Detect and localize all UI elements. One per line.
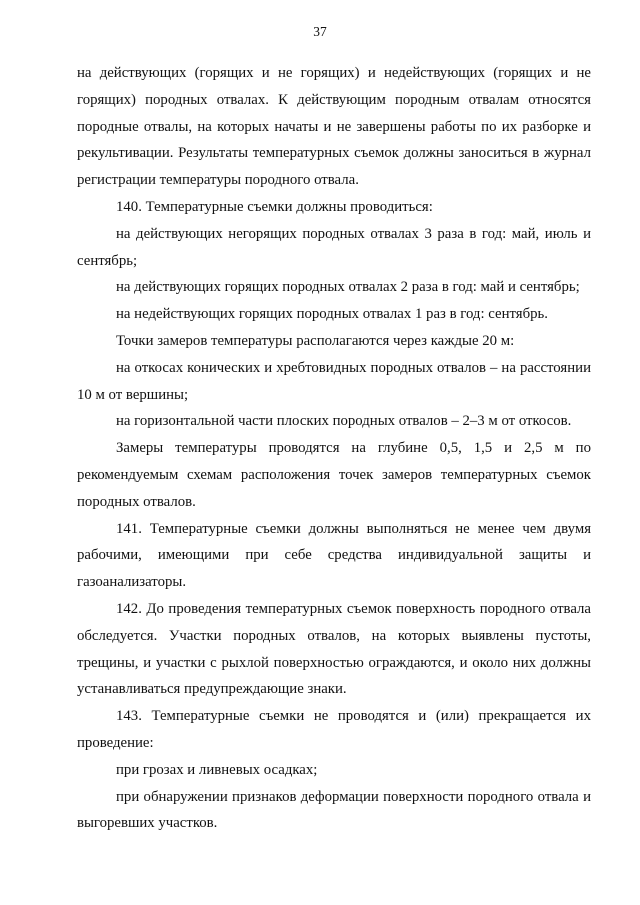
page-number: 37 — [313, 24, 327, 39]
paragraph-horizontal-part: на горизонтальной части плоских породных отвалов – 2–3 м от откосов. — [116, 413, 572, 430]
paragraph-item-141: 141. Температурные съемки должны выполняться не менее чем двумя рабочими, имеющими при себе средства индивидуальной защиты и газоанализаторы. — [77, 520, 591, 591]
paragraph-measurement-points: Точки замеров температуры располагаются через каждые 20 м: — [116, 332, 515, 349]
paragraph-storms: при грозах и ливневых осадках; — [116, 761, 318, 778]
paragraph-continuation: на действующих (горящих и не горящих) и недействующих (горящих и не горящих) породных отвалах. К действующим породным отвалам относятся породные отвалы, на которых начаты и не завершены работы по их разборке и рекультивации. Результаты температурных съемок должны заноситься в журнал регистрации температуры породного отвала. — [77, 65, 591, 189]
paragraph-active-burning: на действующих горящих породных отвалах 2 раза в год: май и сентябрь; — [116, 279, 580, 296]
paragraph-measurement-depth: Замеры температуры проводятся на глубине 0,5, 1,5 и 2,5 м по рекомендуемым схемам расположения точек замеров температурных съемок породных отвалов. — [77, 440, 591, 510]
paragraph-deformation: при обнаружении признаков деформации поверхности породного отвала и выгоревших участков. — [77, 788, 591, 832]
paragraph-slopes: на откосах конических и хребтовидных породных отвалов – на расстоянии 10 м от вершины; — [77, 359, 591, 403]
paragraph-inactive-burning: на недействующих горящих породных отвалах 1 раз в год: сентябрь. — [116, 306, 548, 323]
paragraph-item-142: 142. До проведения температурных съемок поверхность породного отвала обследуется. Участки породных отвалов, на которых выявлены пустоты, трещины, и участки с рыхлой поверхностью ограждаются, и около них должны устанавливаться предупреждающие знаки. — [77, 600, 591, 698]
paragraph-item-140: 140. Температурные съемки должны проводиться: — [116, 198, 433, 215]
document-body — [77, 60, 591, 837]
paragraph-active-non-burning: на действующих негорящих породных отвалах 3 раза в год: май, июль и сентябрь; — [77, 225, 591, 269]
paragraph-item-143: 143. Температурные съемки не проводятся и (или) прекращается их проведение: — [77, 708, 591, 751]
